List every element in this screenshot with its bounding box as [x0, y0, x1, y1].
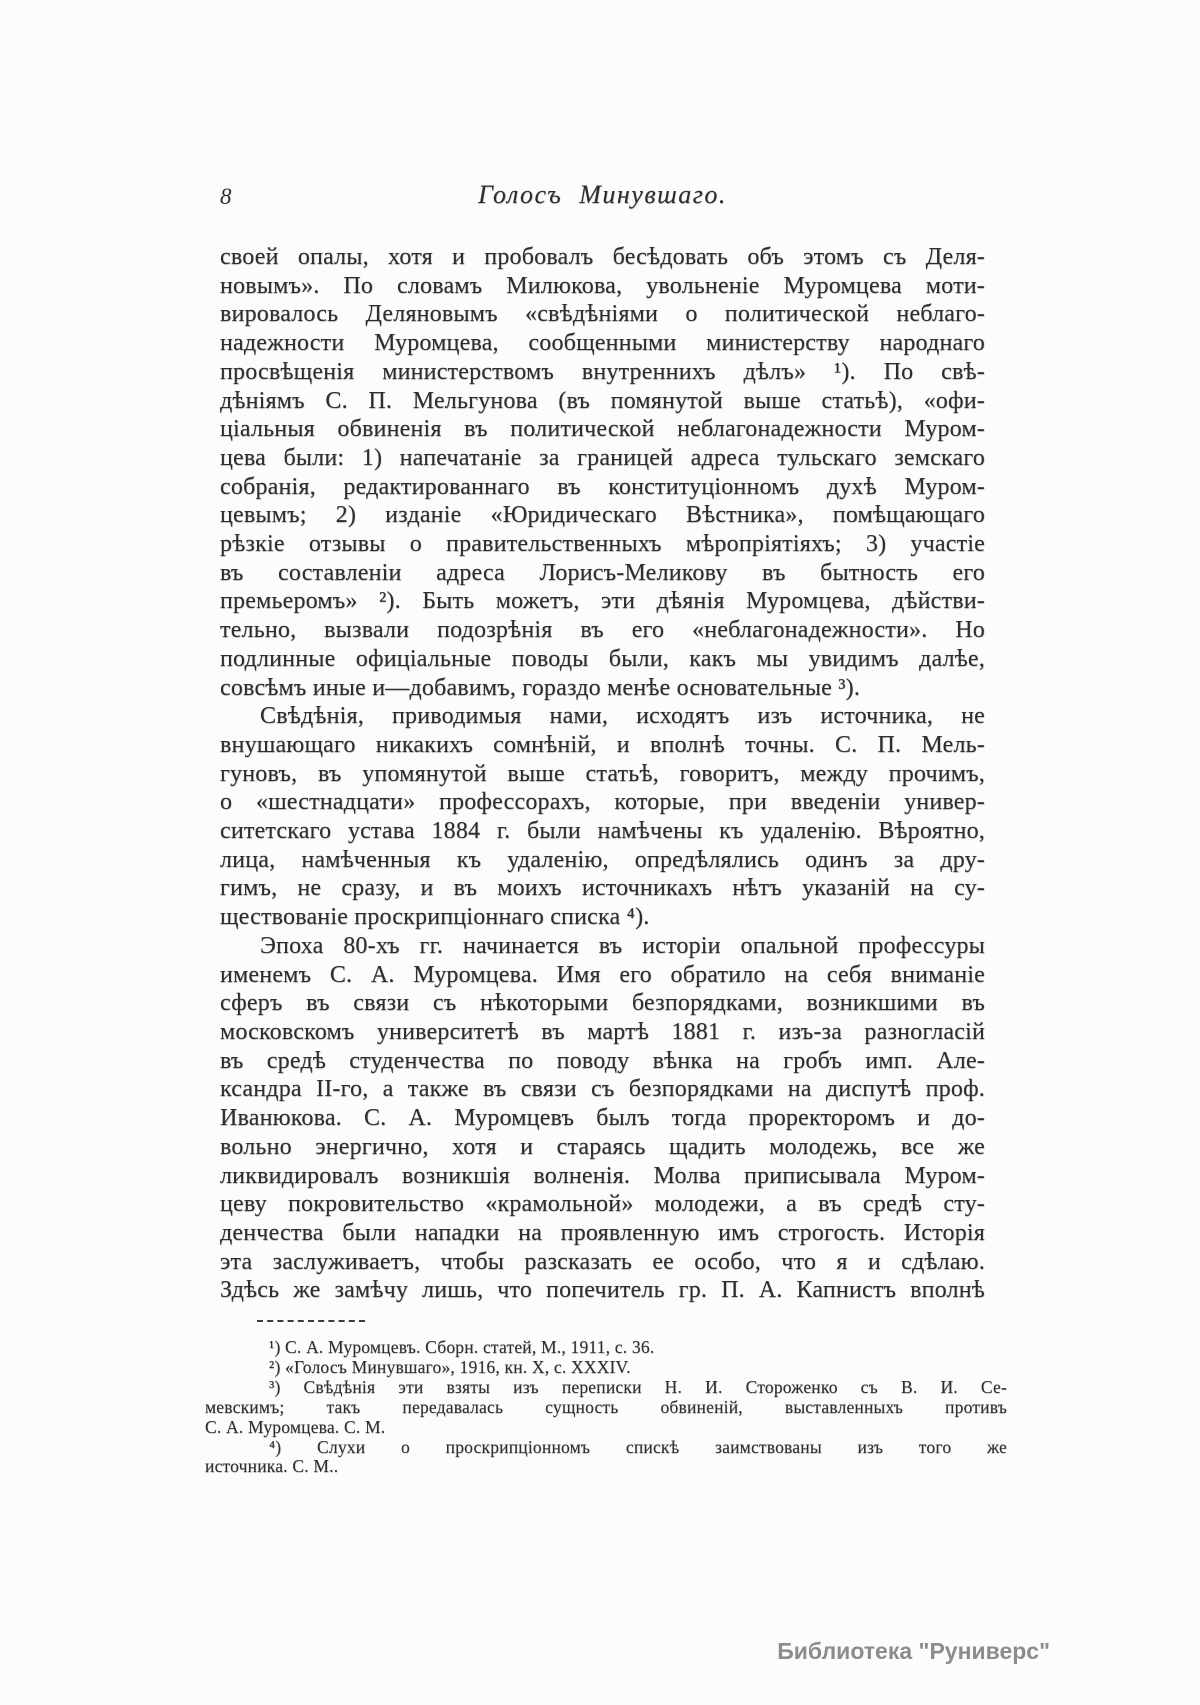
- text-line: новымъ». По словамъ Милюкова, увольненіе Муромцева моти-: [220, 272, 985, 299]
- footnote-line: ⁴) Слухи о проскрипціонномъ спискѣ заимствованы изъ того же: [269, 1436, 1007, 1457]
- text-line: надежности Муромцева, сообщенными министерству народнаго: [220, 330, 985, 357]
- text-line: дѣніямъ С. П. Мельгунова (въ помянутой выше статьѣ), «офи-: [220, 387, 985, 414]
- page-number: 8: [220, 184, 232, 209]
- text-line: вольно энергично, хотя и стараясь щадить молодежь, все же: [220, 1133, 985, 1160]
- text-line: въ составленіи адреса Лорисъ-Меликову въ бытность его: [220, 559, 985, 586]
- footnote-line: источника. С. М..: [205, 1456, 339, 1477]
- text-line: внушающаго никакихъ сомнѣній, и вполнѣ точны. С. П. Мель-: [220, 731, 985, 758]
- text-line: цевымъ; 2) изданіе «Юридическаго Вѣстника», помѣщающаго: [220, 502, 985, 529]
- text-line: Иванюкова. С. А. Муромцевъ былъ тогда проректоромъ и до-: [220, 1105, 985, 1132]
- text-line: подлинные офиціальные поводы были, какъ мы увидимъ далѣе,: [220, 645, 985, 672]
- running-header: Голосъ Минувшаго.: [478, 180, 727, 209]
- text-line: ксандра II-го, а также въ связи съ безпорядками на диспутѣ проф.: [220, 1076, 985, 1103]
- footnote-separator: [257, 1320, 365, 1322]
- text-line: гимъ, не сразу, и въ моихъ источникахъ нѣтъ указаній на су-: [220, 875, 985, 902]
- library-watermark: Библиотека "Руниверс": [777, 1638, 1050, 1664]
- text-line: эта заслуживаетъ, чтобы разсказать ее особо, что я и сдѣлаю.: [220, 1248, 985, 1275]
- text-line: своей опалы, хотя и пробовалъ бесѣдовать объ этомъ съ Деля-: [220, 244, 985, 270]
- text-line: Свѣдѣнія, приводимыя нами, исходятъ изъ источника, не: [260, 703, 985, 730]
- text-line: Здѣсь же замѣчу лишь, что попечитель гр. П. А. Капнистъ вполнѣ: [220, 1277, 985, 1304]
- text-line: московскомъ университетѣ въ мартѣ 1881 г. изъ-за разногласій: [220, 1018, 985, 1045]
- text-line: ликвидировалъ возникшія волненія. Молва приписывала Муром-: [220, 1162, 985, 1189]
- text-line: именемъ С. А. Муромцева. Имя его обратило на себя вниманіе: [220, 961, 985, 988]
- text-line: Эпоха 80-хъ гг. начинается въ исторіи опальной профессуры: [260, 932, 985, 959]
- text-line: о «шестнадцати» профессорахъ, которые, при введеніи универ-: [220, 789, 985, 816]
- text-line: денчества были нападки на проявленную имъ строгость. Исторія: [220, 1219, 985, 1246]
- footnote-line: мевскимъ; такъ передавалась сущность обвиненій, выставленныхъ противъ: [205, 1396, 1007, 1417]
- text-line: ціальныя обвиненія въ политической неблагонадежности Муром-: [220, 416, 985, 443]
- footnote-line: ²) «Голосъ Минувшаго», 1916, кн. X, с. XXXIV.: [269, 1356, 631, 1377]
- footnote-line: ³) Свѣдѣнія эти взяты изъ переписки Н. И. Стороженко съ В. И. Се-: [269, 1376, 1007, 1397]
- text-line: рѣзкіе отзывы о правительственныхъ мѣропріятіяхъ; 3) участіе: [220, 531, 985, 558]
- footnotes: [205, 1338, 1007, 1477]
- text-line: просвѣщенія министерствомъ внутреннихъ дѣлъ» ¹). По свѣ-: [220, 358, 985, 385]
- text-line: вировалось Деляновымъ «свѣдѣніями о политической неблаго-: [220, 301, 985, 328]
- text-line: собранія, редактированнаго въ конституціонномъ духѣ Муром-: [220, 473, 985, 500]
- text-line: ситетскаго устава 1884 г. были намѣчены къ удаленію. Вѣроятно,: [220, 818, 985, 845]
- body-text: [220, 243, 985, 1305]
- text-line: гуновъ, въ упомянутой выше статьѣ, говоритъ, между прочимъ,: [220, 760, 985, 787]
- text-line: цева были: 1) напечатаніе за границей адреса тульскаго земскаго: [220, 444, 985, 471]
- text-line: сферъ въ связи съ нѣкоторыми безпорядками, возникшими въ: [220, 990, 985, 1017]
- footnote-line: ¹) С. А. Муромцевъ. Сборн. статей, М., 1911, с. 36.: [269, 1337, 655, 1357]
- text-line: цеву покровительство «крамольной» молодежи, а въ средѣ сту-: [220, 1191, 985, 1218]
- text-line: премьеромъ» ²). Быть можетъ, эти дѣянія Муромцева, дѣйстви-: [220, 588, 985, 615]
- text-line: тельно, вызвали подозрѣнія въ его «неблагонадежности». Но: [220, 617, 985, 644]
- footnote-line: С. А. Муромцева. С. М.: [205, 1416, 386, 1437]
- text-line: въ средѣ студенчества по поводу вѣнка на гробъ имп. Але-: [220, 1047, 985, 1074]
- text-line: совсѣмъ иные и—добавимъ, гораздо менѣе основательные ³).: [220, 674, 861, 701]
- text-line: лица, намѣченныя къ удаленію, опредѣлялись одинъ за дру-: [220, 846, 985, 873]
- text-line: ществованіе проскрипціоннаго списка ⁴).: [220, 904, 650, 931]
